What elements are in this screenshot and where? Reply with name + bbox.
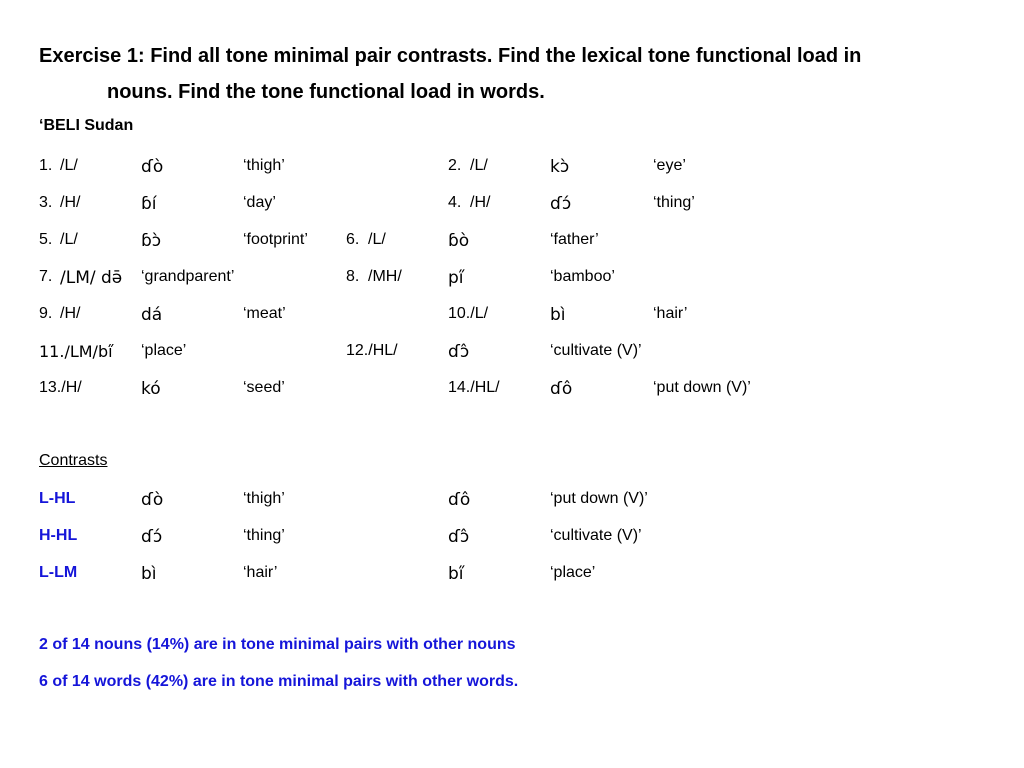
data-row <box>0 268 1024 294</box>
language-name: ‘BELI Sudan <box>39 117 134 134</box>
title-line-2: nouns. Find the tone functional load in words. <box>107 81 545 103</box>
item-number: 13./H/ <box>39 379 82 396</box>
data-row <box>0 194 1024 220</box>
item-number: 11./LM/bi̋ <box>39 342 113 361</box>
gloss: ‘seed’ <box>243 379 285 396</box>
item-number: 14./HL/ <box>448 379 500 396</box>
tone-label: /L/ <box>60 231 78 248</box>
word-form: ɗò <box>141 157 164 177</box>
contrasts-heading: Contrasts <box>39 452 108 469</box>
item-number: 2. <box>448 157 462 174</box>
item-number: 5. <box>39 231 53 248</box>
gloss: ‘put down (V)’ <box>653 379 751 396</box>
data-row <box>0 342 1024 368</box>
contrast-label: H-HL <box>39 527 78 544</box>
item-number: 9. <box>39 305 53 322</box>
item-number: 8. <box>346 268 360 285</box>
word-form: ɓí <box>141 194 157 214</box>
item-number: 10./L/ <box>448 305 489 322</box>
gloss: ‘put down (V)’ <box>550 490 648 507</box>
word-form: ɗɔ̂ <box>448 342 470 362</box>
gloss: ‘place’ <box>550 564 596 581</box>
tone-label: /MH/ <box>368 268 402 285</box>
word-form: dá <box>141 305 163 325</box>
tone-label: /H/ <box>60 305 81 322</box>
gloss: ‘hair’ <box>243 564 278 581</box>
gloss: ‘thigh’ <box>243 490 285 507</box>
data-row <box>0 157 1024 183</box>
data-row <box>0 379 1024 405</box>
exercise-title <box>39 38 999 110</box>
tone-label: /H/ <box>60 194 81 211</box>
item-number: 4. <box>448 194 462 211</box>
gloss: ‘footprint’ <box>243 231 308 248</box>
tone-label: /L/ <box>368 231 386 248</box>
gloss: ‘bamboo’ <box>550 268 615 285</box>
item-number: 3. <box>39 194 53 211</box>
gloss: ‘thing’ <box>243 527 285 544</box>
gloss: ‘thing’ <box>653 194 695 211</box>
word-form: ɗô <box>448 490 471 510</box>
item-number: 6. <box>346 231 360 248</box>
word-form: bì <box>550 305 566 325</box>
word-form: ɗɔ́ <box>550 194 572 214</box>
word-form: bi̋ <box>448 564 464 584</box>
word-form: bì <box>141 564 157 584</box>
gloss: ‘thigh’ <box>243 157 285 174</box>
word-form: ɓò <box>448 231 470 251</box>
contrast-label: L-LM <box>39 564 78 581</box>
data-row <box>0 305 1024 331</box>
data-row <box>0 231 1024 257</box>
gloss: ‘cultivate (V)’ <box>550 527 642 544</box>
summary-nouns: 2 of 14 nouns (14%) are in tone minimal pairs with other nouns <box>39 636 516 653</box>
tone-label: /L/ <box>60 157 78 174</box>
title-line-1: Exercise 1: Find all tone minimal pair contrasts. Find the lexical tone functional load in <box>39 45 862 67</box>
tone-label: /L/ <box>470 157 488 174</box>
item-number: 7. <box>39 268 53 285</box>
gloss: ‘grandparent’ <box>141 268 235 285</box>
tone-label: /LM/ də̄ <box>60 268 123 288</box>
contrast-label: L-HL <box>39 490 76 507</box>
word-form: ɗò <box>141 490 164 510</box>
gloss: ‘place’ <box>141 342 187 359</box>
word-form: pi̋ <box>448 268 464 288</box>
contrast-row <box>0 564 1024 590</box>
summary-words: 6 of 14 words (42%) are in tone minimal pairs with other words. <box>39 673 519 690</box>
word-form: ɗɔ́ <box>141 527 163 547</box>
gloss: ‘cultivate (V)’ <box>550 342 642 359</box>
word-form: ɗô <box>550 379 573 399</box>
gloss: ‘meat’ <box>243 305 286 322</box>
word-form: kɔ̀ <box>550 157 570 177</box>
word-form: ɓɔ̀ <box>141 231 162 251</box>
gloss: ‘eye’ <box>653 157 686 174</box>
gloss: ‘father’ <box>550 231 599 248</box>
word-form: kó <box>141 379 161 399</box>
contrast-row <box>0 490 1024 516</box>
item-number: 1. <box>39 157 53 174</box>
contrast-row <box>0 527 1024 553</box>
item-number: 12./HL/ <box>346 342 398 359</box>
gloss: ‘hair’ <box>653 305 688 322</box>
word-form: ɗɔ̂ <box>448 527 470 547</box>
tone-label: /H/ <box>470 194 491 211</box>
gloss: ‘day’ <box>243 194 276 211</box>
